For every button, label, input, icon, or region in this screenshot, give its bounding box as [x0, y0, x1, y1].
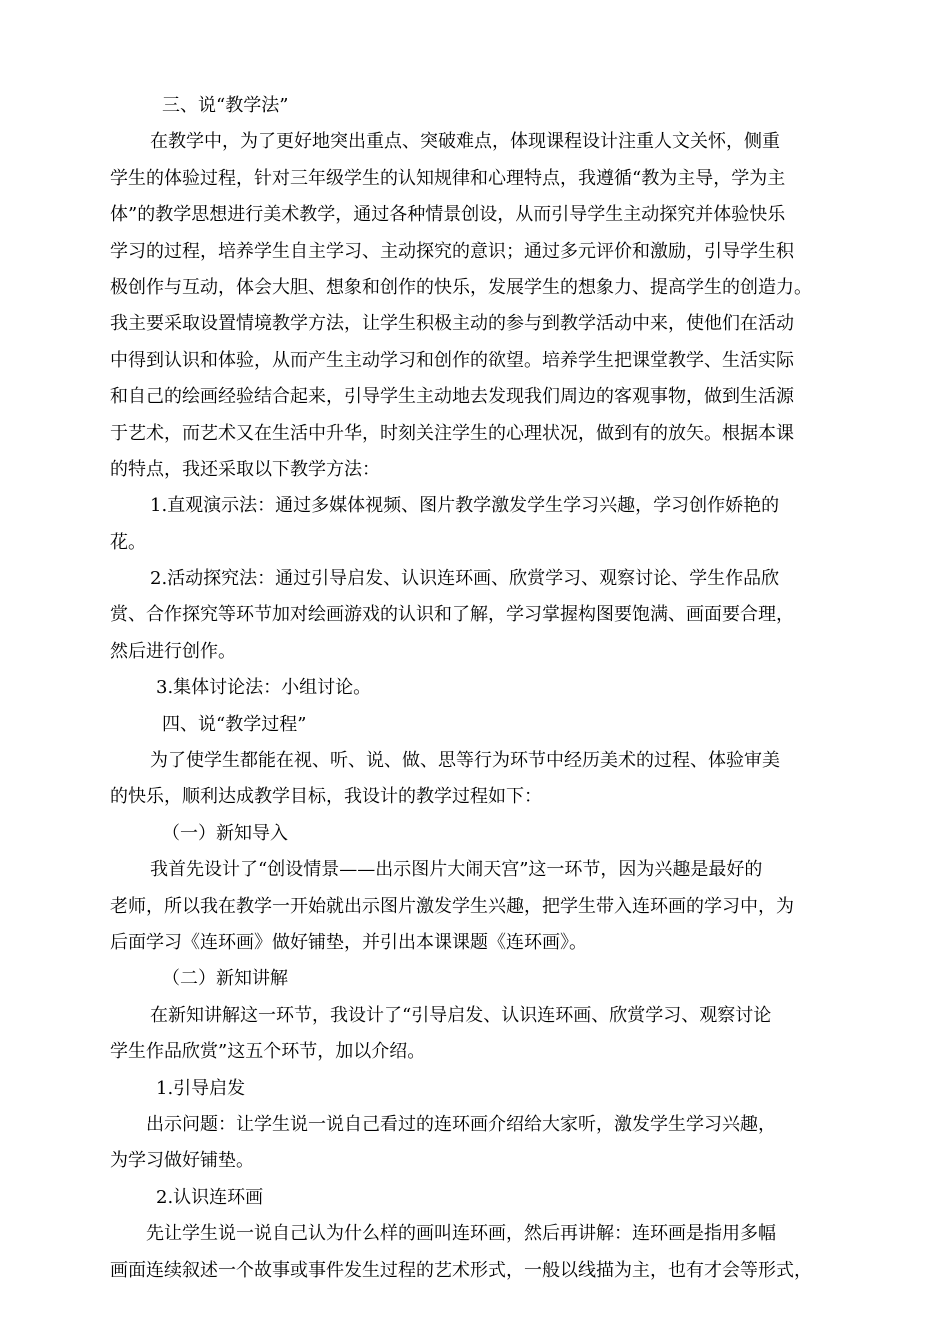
subheading-new-knowledge-intro: （一）新知导入 — [162, 822, 288, 844]
paragraph-line: 后面学习《连环画》做好铺垫，并引出本课课题《连环画》。 — [110, 931, 587, 953]
paragraph-line: 学生作品欣赏”这五个环节，加以介绍。 — [110, 1041, 426, 1063]
paragraph-line: 学习的过程，培养学生自主学习、主动探究的意识；通过多元评价和激励，引导学生积 — [110, 240, 794, 262]
paragraph-line: 极创作与互动，体会大胆、想象和创作的快乐，发展学生的想象力、提高学生的创造力。 — [110, 276, 812, 298]
paragraph-line: 然后进行创作。 — [110, 640, 236, 662]
list-item-method-3: 3.集体讨论法：小组讨论。 — [156, 677, 372, 699]
paragraph-line: 先让学生说一说自己认为什么样的画叫连环画，然后再讲解：连环画是指用多幅 — [146, 1223, 776, 1245]
list-item-method-1: 1.直观演示法：通过多媒体视频、图片教学激发学生学习兴趣，学习创作娇艳的 — [150, 495, 780, 517]
paragraph-line: 画面连续叙述一个故事或事件发生过程的艺术形式，一般以线描为主，也有才会等形式， — [110, 1259, 812, 1281]
paragraph-line: 为了使学生都能在视、听、说、做、思等行为环节中经历美术的过程、体验审美 — [150, 750, 780, 772]
paragraph-line: 赏、合作探究等环节加对绘画游戏的认识和了解，学习掌握构图要饱满、画面要合理， — [110, 604, 794, 626]
subheading-guide-inspire: 1.引导启发 — [156, 1077, 246, 1099]
list-item-method-2: 2.活动探究法：通过引导启发、认识连环画、欣赏学习、观察讨论、学生作品欣 — [150, 568, 780, 590]
paragraph-line: 的快乐，顺利达成教学目标，我设计的教学过程如下： — [110, 786, 542, 808]
paragraph-line: 学生的体验过程，针对三年级学生的认知规律和心理特点，我遵循“教为主导，学为主 — [110, 167, 786, 189]
paragraph-line: 在教学中，为了更好地突出重点、突破难点，体现课程设计注重人文关怀，侧重 — [150, 131, 780, 153]
paragraph-line: 花。 — [110, 531, 146, 553]
paragraph-line: 于艺术，而艺术又在生活中升华，时刻关注学生的心理状况，做到有的放矢。根据本课 — [110, 422, 794, 444]
paragraph-line: 在新知讲解这一环节，我设计了“引导启发、认识连环画、欣赏学习、观察讨论 — [150, 1004, 772, 1026]
subheading-new-knowledge-explanation: （二）新知讲解 — [162, 968, 288, 990]
paragraph-line: 我首先设计了“创设情景——出示图片大闹天宫”这一环节，因为兴趣是最好的 — [150, 859, 763, 881]
paragraph-line: 为学习做好铺垫。 — [110, 1150, 254, 1172]
paragraph-line: 出示问题：让学生说一说自己看过的连环画介绍给大家听，激发学生学习兴趣， — [146, 1113, 776, 1135]
paragraph-line: 中得到认识和体验，从而产生主动学习和创作的欲望。培养学生把课堂教学、生活实际 — [110, 349, 794, 371]
paragraph-line: 的特点，我还采取以下教学方法： — [110, 458, 380, 480]
paragraph-line: 体”的教学思想进行美术教学，通过各种情景创设，从而引导学生主动探究并体验快乐 — [110, 204, 786, 226]
section-heading-teaching-methods: 三、说“教学法” — [162, 95, 289, 116]
subheading-know-comic-strip: 2.认识连环画 — [156, 1186, 264, 1208]
section-heading-teaching-process: 四、说“教学过程” — [162, 713, 307, 735]
paragraph-line: 我主要采取设置情境教学方法，让学生积极主动的参与到教学活动中来，使他们在活动 — [110, 313, 794, 335]
document-page — [110, 88, 854, 1289]
paragraph-line: 和自己的绘画经验结合起来，引导学生主动地去发现我们周边的客观事物，做到生活源 — [110, 386, 794, 408]
paragraph-line: 老师，所以我在教学一开始就出示图片激发学生兴趣，把学生带入连环画的学习中，为 — [110, 895, 794, 917]
